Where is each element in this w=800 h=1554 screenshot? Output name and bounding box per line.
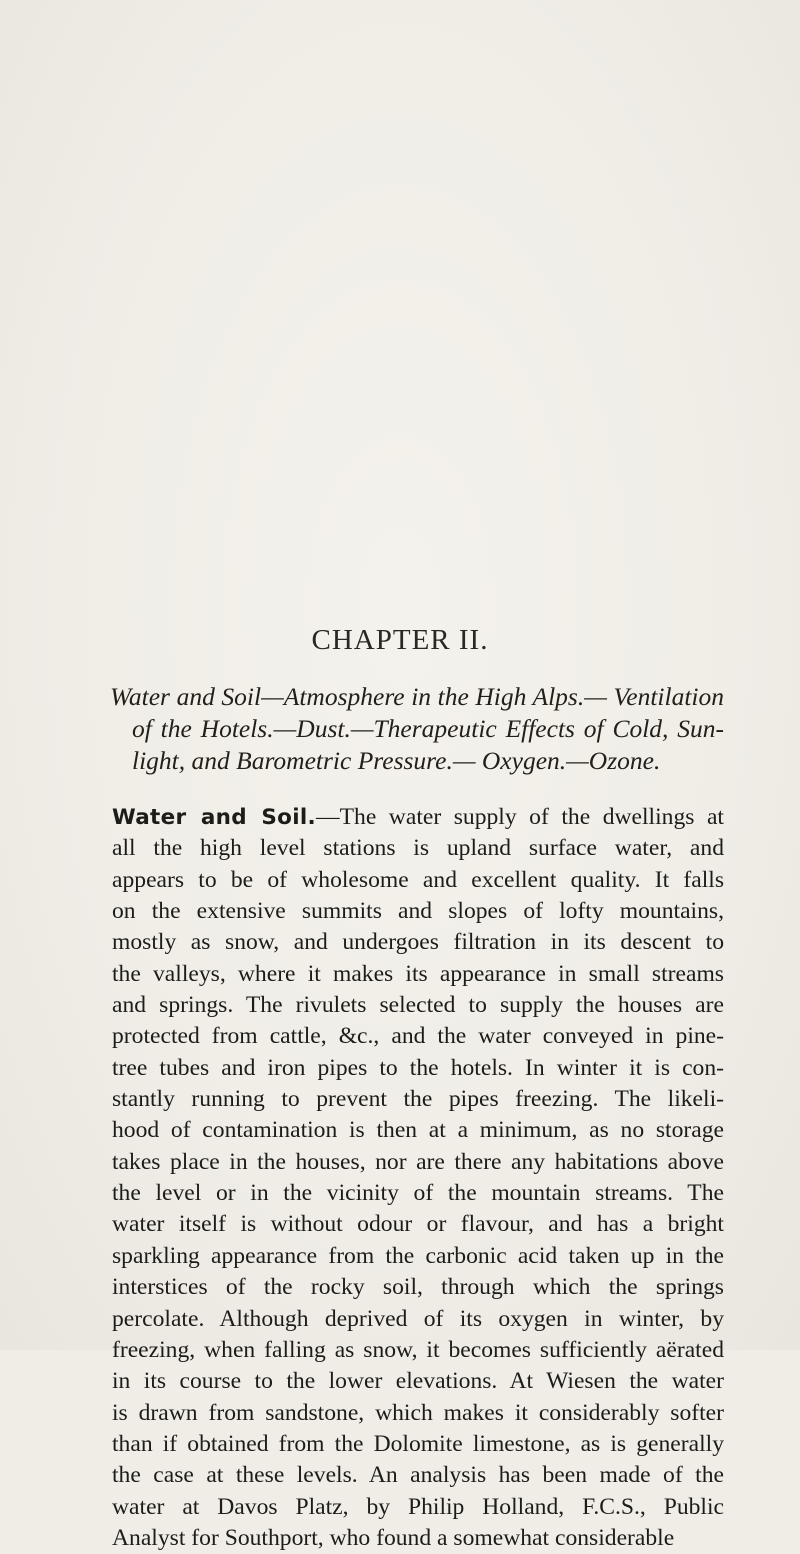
paragraph-line: water at Davos Platz, by Philip Holland, F.C.S., Public [112, 1493, 724, 1520]
paragraph-line: Analyst for Southport, who found a somewhat considerable [112, 1524, 675, 1551]
paragraph-line: mostly as snow, and undergoes filtration in its descent to [112, 929, 724, 956]
chapter-synopsis [110, 681, 724, 777]
paragraph-line: hood of contamination is then at a minimum, as no storage [112, 1117, 724, 1144]
paragraph-line: freezing, when falling as snow, it becomes sufficiently aërated [112, 1336, 724, 1363]
paragraph-line: and springs. The rivulets selected to supply the houses are [112, 992, 724, 1019]
paragraph-line: on the extensive summits and slopes of lofty mountains, [112, 898, 724, 925]
paragraph-line: appears to be of wholesome and excellent quality. It falls [112, 866, 724, 893]
paragraph-line: protected from cattle, &c., and the water conveyed in pine- [112, 1023, 724, 1050]
paragraph-line [112, 802, 724, 833]
paragraph-line: sparkling appearance from the carbonic acid taken up in the [112, 1242, 724, 1269]
paragraph-line: all the high level stations is upland surface water, and [112, 835, 724, 862]
body-text [112, 802, 724, 1554]
paragraph-line: tree tubes and iron pipes to the hotels. In winter it is con- [112, 1054, 724, 1081]
paragraph-line: stantly running to prevent the pipes freezing. The likeli- [112, 1086, 724, 1113]
paragraph-line: the case at these levels. An analysis has been made of the [112, 1462, 724, 1489]
synopsis-line: of the Hotels.—Dust.—Therapeutic Effects of Cold, Sun- [132, 714, 724, 743]
paragraph-line: in its course to the lower elevations. At Wiesen the water [112, 1368, 724, 1395]
paragraph-line-text: —The water supply of the dwellings at [316, 804, 724, 830]
paragraph-line: percolate. Although deprived of its oxygen in winter, by [112, 1305, 724, 1332]
paragraph-line: than if obtained from the Dolomite limestone, as is generally [112, 1430, 724, 1457]
synopsis-line: light, and Barometric Pressure.— Oxygen.—Ozone. [132, 746, 661, 775]
paragraph-line: takes place in the houses, nor are there any habitations above [112, 1148, 724, 1175]
paragraph-line: the level or in the vicinity of the mountain streams. The [112, 1180, 724, 1207]
paragraph-line: interstices of the rocky soil, through which the springs [112, 1274, 724, 1301]
paragraph-line: the valleys, where it makes its appearance in small streams [112, 960, 724, 987]
paragraph-line: is drawn from sandstone, which makes it considerably softer [112, 1399, 724, 1426]
section-heading: Water and Soil. [112, 805, 317, 830]
synopsis-line: Water and Soil—Atmosphere in the High Alps.— Ventilation [110, 682, 724, 711]
chapter-title: CHAPTER II. [311, 624, 489, 656]
paragraph-line: water itself is without odour or flavour, and has a bright [112, 1211, 724, 1238]
